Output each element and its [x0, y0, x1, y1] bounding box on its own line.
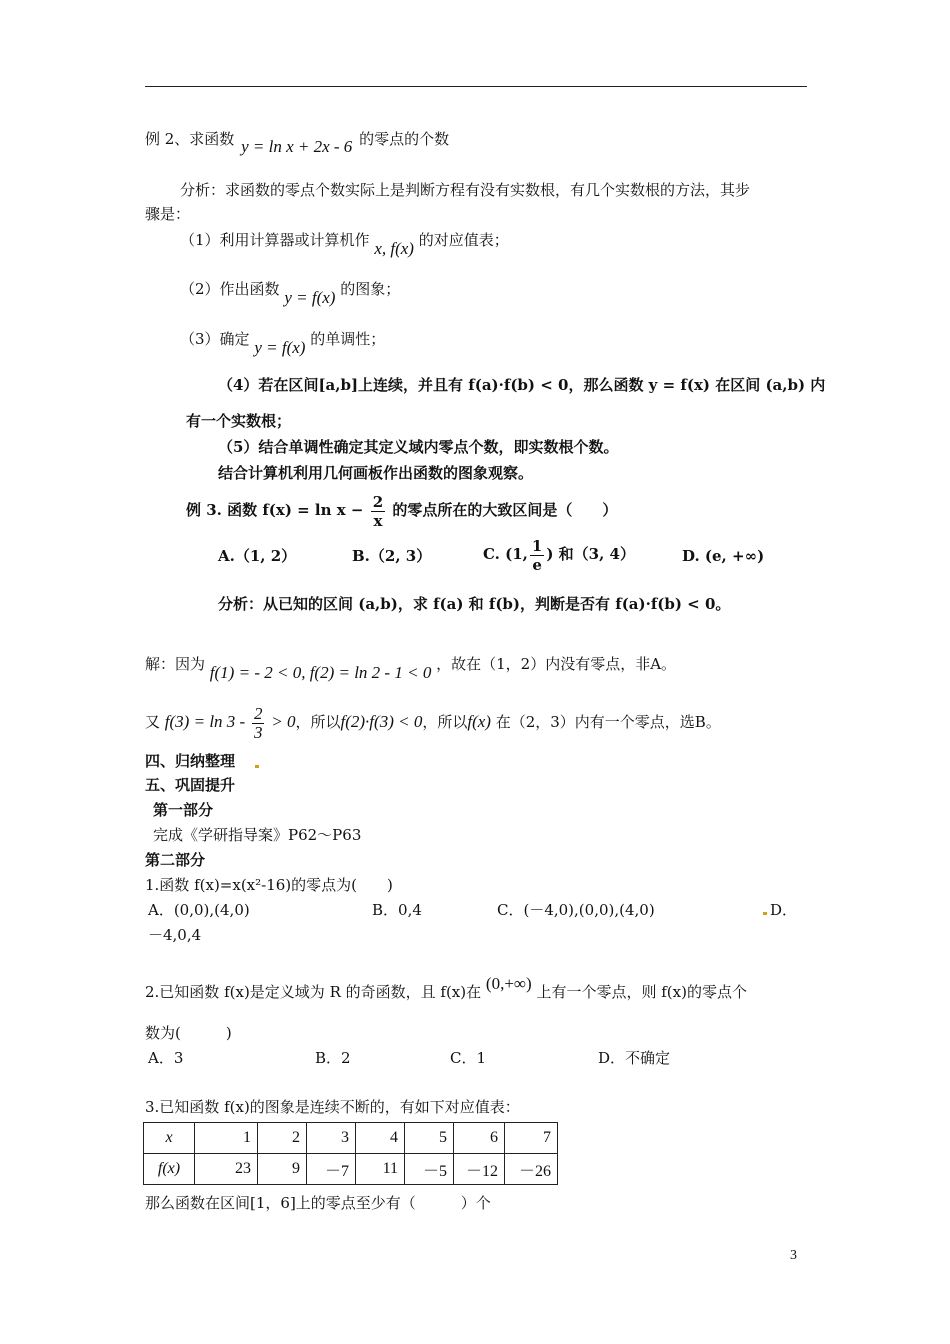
- analysis-line-2: 骤是：: [145, 205, 191, 223]
- question-2-prefix: 2.已知函数 f(x)是定义域为 R 的奇函数，且 f(x)在: [145, 983, 482, 1001]
- step-2-prefix: （2）作出函数: [180, 280, 280, 298]
- solution-2-math-4: f(x): [467, 712, 491, 731]
- question-1: 1.函数 f(x)=x(x²-16)的零点为( ): [145, 876, 393, 894]
- table-cell: －5: [405, 1154, 454, 1185]
- step-4-line-2: 有一个实数根；: [186, 412, 292, 430]
- solution-1-suffix: ，故在（1，2）内没有零点，非A。: [436, 655, 677, 673]
- step-2-math: y = f(x): [284, 288, 336, 307]
- table-cell: 6: [454, 1123, 505, 1154]
- example-2-formula: y = ln x + 2x - 6: [241, 137, 353, 156]
- table-row-fx: [144, 1154, 558, 1185]
- table-cell: 1: [195, 1123, 258, 1154]
- step-1-math: x, f(x): [374, 239, 414, 258]
- ink-dot: [763, 912, 767, 915]
- step-3-math: y = f(x): [254, 338, 306, 357]
- step-4-line-1: （4）若在区间[a,b]上连续，并且有 f(a)·f(b) < 0，那么函数 y = f(x) 在区间 (a,b) 内: [218, 376, 826, 394]
- example-3-analysis: 分析：从已知的区间 (a,b)，求 f(a) 和 f(b)，判断是否有 f(a)·f(b) < 0。: [218, 595, 731, 613]
- example-3: [186, 492, 617, 530]
- value-table: [143, 1122, 558, 1185]
- question-1-option-a: A．(0,0),(4,0): [148, 901, 250, 919]
- example-2-prefix: 例 2、求函数: [145, 130, 235, 148]
- header-rule: [145, 86, 807, 87]
- example-3-frac-num: 2: [372, 492, 384, 511]
- question-2-math: (0,+∞): [485, 974, 532, 993]
- option-c-label: C.: [483, 545, 500, 563]
- question-1-option-d-label: D．: [770, 901, 798, 919]
- question-2: [145, 974, 747, 1002]
- page-number: 3: [790, 1248, 797, 1263]
- option-c-fraction: [530, 537, 544, 574]
- question-2-option-b: B．2: [315, 1049, 351, 1067]
- question-3-after: 那么函数在区间[1，6]上的零点至少有（ ）个: [145, 1194, 491, 1212]
- step-5: （5）结合单调性确定其定义域内零点个数，即实数根个数。: [218, 438, 619, 456]
- example-3-option-d: D. (e, +∞): [682, 547, 765, 565]
- example-3-frac-den: x: [373, 511, 383, 530]
- table-cell: －12: [454, 1154, 505, 1185]
- step-1-suffix: 的对应值表；: [418, 231, 509, 249]
- table-header-x: x: [144, 1123, 195, 1154]
- table-cell: 11: [356, 1154, 405, 1185]
- solution-2-math-3: f(2)·f(3) < 0: [340, 712, 423, 731]
- question-2-suffix: 上有一个零点，则 f(x)的零点个: [536, 983, 747, 1001]
- option-c-math-prefix: (1,: [505, 545, 528, 563]
- example-3-fraction: [371, 493, 385, 530]
- table-cell: 5: [405, 1123, 454, 1154]
- step-2: [180, 279, 401, 307]
- question-3: 3.已知函数 f(x)的图象是连续不断的，有如下对应值表：: [145, 1098, 520, 1116]
- table-cell: －7: [307, 1154, 356, 1185]
- solution-2-suffix: 在（2，3）内有一个零点，选B。: [495, 713, 721, 731]
- question-2-line-2: 数为( ): [145, 1024, 232, 1042]
- step-3-prefix: （3）确定: [180, 330, 250, 348]
- table-header-fx: f(x): [144, 1154, 195, 1185]
- solution-2-math: f(3) = ln 3 -: [164, 712, 246, 731]
- analysis-line-1: 分析：求函数的零点个数实际上是判断方程有没有实数根，有几个实数根的方法，其步: [180, 181, 751, 199]
- question-1-option-d-value: －4,0,4: [148, 926, 202, 944]
- solution-1-math: f(1) = - 2 < 0, f(2) = ln 2 - 1 < 0: [209, 663, 432, 682]
- solution-2-frac-num: 2: [253, 703, 263, 723]
- solution-2-fraction: [252, 705, 265, 742]
- part-1-text: 完成《学研指导案》P62～P63: [153, 826, 362, 844]
- part-1-title: 第一部分: [153, 801, 214, 819]
- question-1-option-b: B．0,4: [372, 901, 422, 919]
- section-4-heading: 四、归纳整理: [145, 752, 236, 770]
- example-2-suffix: 的零点的个数: [359, 130, 450, 148]
- example-3-option-a: A.（1, 2）: [218, 547, 297, 565]
- ink-dot: [255, 765, 259, 768]
- question-2-option-a: A．3: [148, 1049, 184, 1067]
- table-cell: 9: [258, 1154, 307, 1185]
- option-c-frac-num: 1: [531, 536, 543, 555]
- step-1: [180, 230, 509, 258]
- example-3-suffix: 的零点所在的大致区间是（ ）: [392, 501, 618, 519]
- solution-line-2: [145, 702, 721, 742]
- example-3-prefix: 例 3. 函数 f(x) = ln x −: [186, 501, 364, 519]
- solution-2-prefix: 又: [145, 713, 161, 731]
- table-cell: 3: [307, 1123, 356, 1154]
- solution-line-1: [145, 654, 677, 682]
- table-cell: －26: [505, 1154, 558, 1185]
- solution-2-frac-den: 3: [253, 722, 263, 742]
- step-1-prefix: （1）利用计算器或计算机作: [180, 231, 370, 249]
- option-c-suffix: ) 和（3, 4）: [546, 545, 635, 563]
- solution-2-mid: ，所以: [295, 713, 341, 731]
- table-cell: 23: [195, 1154, 258, 1185]
- step-3-suffix: 的单调性；: [310, 330, 386, 348]
- table-row-x: [144, 1123, 558, 1154]
- table-cell: 7: [505, 1123, 558, 1154]
- option-c-frac-den: e: [532, 555, 542, 574]
- question-2-option-d: D．不确定: [598, 1049, 671, 1067]
- question-1-option-c: C．(－4,0),(0,0),(4,0): [497, 901, 655, 919]
- question-2-option-c: C．1: [450, 1049, 487, 1067]
- solution-2-mid-2: ，所以: [422, 713, 468, 731]
- example-3-option-b: B.（2, 3）: [352, 547, 432, 565]
- part-2-title: 第二部分: [145, 851, 206, 869]
- solution-2-math-2: > 0: [271, 712, 296, 731]
- step-3: [180, 329, 386, 357]
- section-5-heading: 五、巩固提升: [145, 776, 236, 794]
- step-2-suffix: 的图象；: [340, 280, 401, 298]
- table-cell: 2: [258, 1123, 307, 1154]
- step-6: 结合计算机利用几何画板作出函数的图象观察。: [218, 464, 534, 482]
- table-cell: 4: [356, 1123, 405, 1154]
- example-3-option-c: [483, 536, 635, 574]
- example-2: [145, 129, 450, 156]
- solution-1-prefix: 解：因为: [145, 655, 206, 673]
